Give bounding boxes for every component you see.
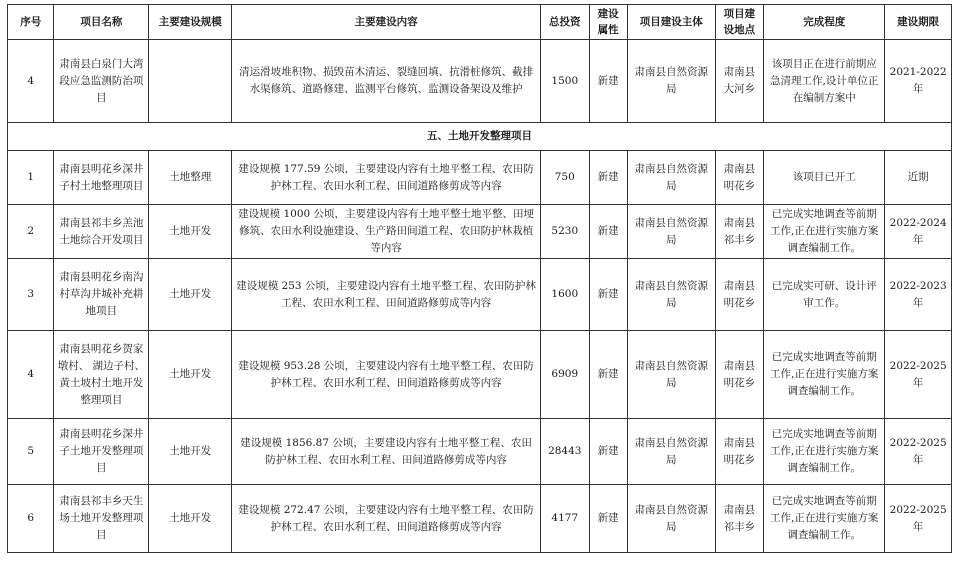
cell-seq: 2 — [8, 205, 54, 259]
cell-attr: 新建 — [589, 40, 627, 123]
cell-invest: 1500 — [541, 40, 589, 123]
cell-location: 肃南县明花乡 — [715, 331, 763, 419]
table-row — [8, 485, 952, 553]
table-row — [8, 331, 952, 419]
cell-scale — [149, 40, 232, 123]
header-scale: 主要建设规模 — [149, 5, 232, 40]
cell-progress: 已完成实地调查等前期工作,正在进行实施方案调查编制工作。 — [764, 205, 885, 259]
cell-name: 肃南县祁丰乡羔池土地综合开发项目 — [54, 205, 149, 259]
header-unit: 项目建设主体 — [627, 5, 715, 40]
cell-content: 建设规模 177.59 公顷，主要建设内容有土地平整工程、农田防护林工程、农田水利工程、田间道路修剪成等内容 — [232, 151, 541, 205]
cell-content: 建设规模 1000 公顷，主要建设内容有土地平整土地平整、田埂修筑、农田水利设施建设、生产路田间道工程、农田防护林栽植等内容 — [232, 205, 541, 259]
cell-period: 近期 — [885, 151, 952, 205]
table-header-row — [8, 5, 952, 40]
header-progress: 完成程度 — [764, 5, 885, 40]
cell-period: 2022-2023 年 — [885, 259, 952, 331]
cell-period: 2022-2025 年 — [885, 419, 952, 485]
cell-progress: 已完成实地调查等前期工作,正在进行实施方案调查编制工作。 — [764, 419, 885, 485]
table-row — [8, 259, 952, 331]
cell-scale: 土地开发 — [149, 259, 232, 331]
header-name: 项目名称 — [54, 5, 149, 40]
cell-name: 肃南县明花乡南沟村草沟井城补充耕地项目 — [54, 259, 149, 331]
cell-attr: 新建 — [589, 419, 627, 485]
cell-content: 建设规模 272.47 公顷，主要建设内容有土地平整工程、农田防护林工程、农田水利工程、田间道路修剪成等内容 — [232, 485, 541, 553]
cell-progress: 该项目已开工 — [764, 151, 885, 205]
cell-invest: 5230 — [541, 205, 589, 259]
cell-location: 肃南县明花乡 — [715, 419, 763, 485]
table-row — [8, 419, 952, 485]
cell-location: 肃南县明花乡 — [715, 151, 763, 205]
cell-attr: 新建 — [589, 485, 627, 553]
cell-unit: 肃南县自然资源局 — [627, 331, 715, 419]
cell-location: 肃南县祁丰乡 — [715, 205, 763, 259]
cell-progress: 已完成实可研、设计评审工作。 — [764, 259, 885, 331]
cell-period: 2022-2025 年 — [885, 485, 952, 553]
cell-scale: 土地开发 — [149, 419, 232, 485]
section-title: 五、土地开发整理项目 — [8, 123, 952, 151]
cell-content: 清运滑坡堆积物、损毁苗木清运、裂缝回填、抗滑桩修筑、截排水渠修筑、道路修建、监测平台修筑、监测设备架设及维护 — [232, 40, 541, 123]
cell-content: 建设规模 1856.87 公顷，主要建设内容有土地平整工程、农田防护林工程、农田水利工程、田间道路修剪成等内容 — [232, 419, 541, 485]
cell-invest: 28443 — [541, 419, 589, 485]
cell-invest: 4177 — [541, 485, 589, 553]
cell-unit: 肃南县自然资源局 — [627, 419, 715, 485]
cell-invest: 6909 — [541, 331, 589, 419]
cell-invest: 750 — [541, 151, 589, 205]
table-row — [8, 40, 952, 123]
header-seq: 序号 — [8, 5, 54, 40]
cell-location: 肃南县大河乡 — [715, 40, 763, 123]
table-row — [8, 205, 952, 259]
header-attr: 建设属性 — [589, 5, 627, 40]
header-location: 项目建设地点 — [715, 5, 763, 40]
header-content: 主要建设内容 — [232, 5, 541, 40]
cell-attr: 新建 — [589, 151, 627, 205]
cell-unit: 肃南县自然资源局 — [627, 205, 715, 259]
cell-unit: 肃南县自然资源局 — [627, 485, 715, 553]
cell-unit: 肃南县自然资源局 — [627, 151, 715, 205]
cell-unit: 肃南县自然资源局 — [627, 40, 715, 123]
project-table — [7, 4, 952, 553]
header-period: 建设期限 — [885, 5, 952, 40]
cell-location: 肃南县祁丰乡 — [715, 485, 763, 553]
cell-period: 2022-2024 年 — [885, 205, 952, 259]
table-row — [8, 151, 952, 205]
cell-scale: 土地开发 — [149, 331, 232, 419]
cell-period: 2022-2025 年 — [885, 331, 952, 419]
cell-invest: 1600 — [541, 259, 589, 331]
cell-progress: 已完成实地调查等前期工作,正在进行实施方案调查编制工作。 — [764, 485, 885, 553]
cell-name: 肃南县明花乡深井子村土地整理项目 — [54, 151, 149, 205]
cell-period: 2021-2022 年 — [885, 40, 952, 123]
cell-seq: 4 — [8, 331, 54, 419]
cell-content: 建设规模 253 公顷，主要建设内容有土地平整工程、农田防护林工程、农田水利工程、田间道路修剪成等内容 — [232, 259, 541, 331]
cell-seq: 6 — [8, 485, 54, 553]
cell-unit: 肃南县自然资源局 — [627, 259, 715, 331]
cell-attr: 新建 — [589, 205, 627, 259]
cell-name: 肃南县明花乡贺家墩村、 湖边子村、 黄土坡村土地开发整理项目 — [54, 331, 149, 419]
cell-progress: 该项目正在进行前期应急清理工作,设计单位正在编制方案中 — [764, 40, 885, 123]
cell-attr: 新建 — [589, 331, 627, 419]
cell-seq: 5 — [8, 419, 54, 485]
cell-seq: 1 — [8, 151, 54, 205]
cell-name: 肃南县明花乡深井子土地开发整理项目 — [54, 419, 149, 485]
cell-name: 肃南县白泉门大湾段应急监测防治项目 — [54, 40, 149, 123]
cell-location: 肃南县明花乡 — [715, 259, 763, 331]
cell-name: 肃南县祁丰乡天生场土地开发整理项目 — [54, 485, 149, 553]
cell-attr: 新建 — [589, 259, 627, 331]
cell-content: 建设规模 953.28 公顷，主要建设内容有土地平整工程、农田防护林工程、农田水利工程、田间道路修剪成等内容 — [232, 331, 541, 419]
cell-scale: 土地开发 — [149, 205, 232, 259]
section-row — [8, 123, 952, 151]
cell-seq: 4 — [8, 40, 54, 123]
cell-scale: 土地开发 — [149, 485, 232, 553]
cell-seq: 3 — [8, 259, 54, 331]
header-invest: 总投资 — [541, 5, 589, 40]
cell-scale: 土地整理 — [149, 151, 232, 205]
cell-progress: 已完成实地调查等前期工作,正在进行实施方案调查编制工作。 — [764, 331, 885, 419]
